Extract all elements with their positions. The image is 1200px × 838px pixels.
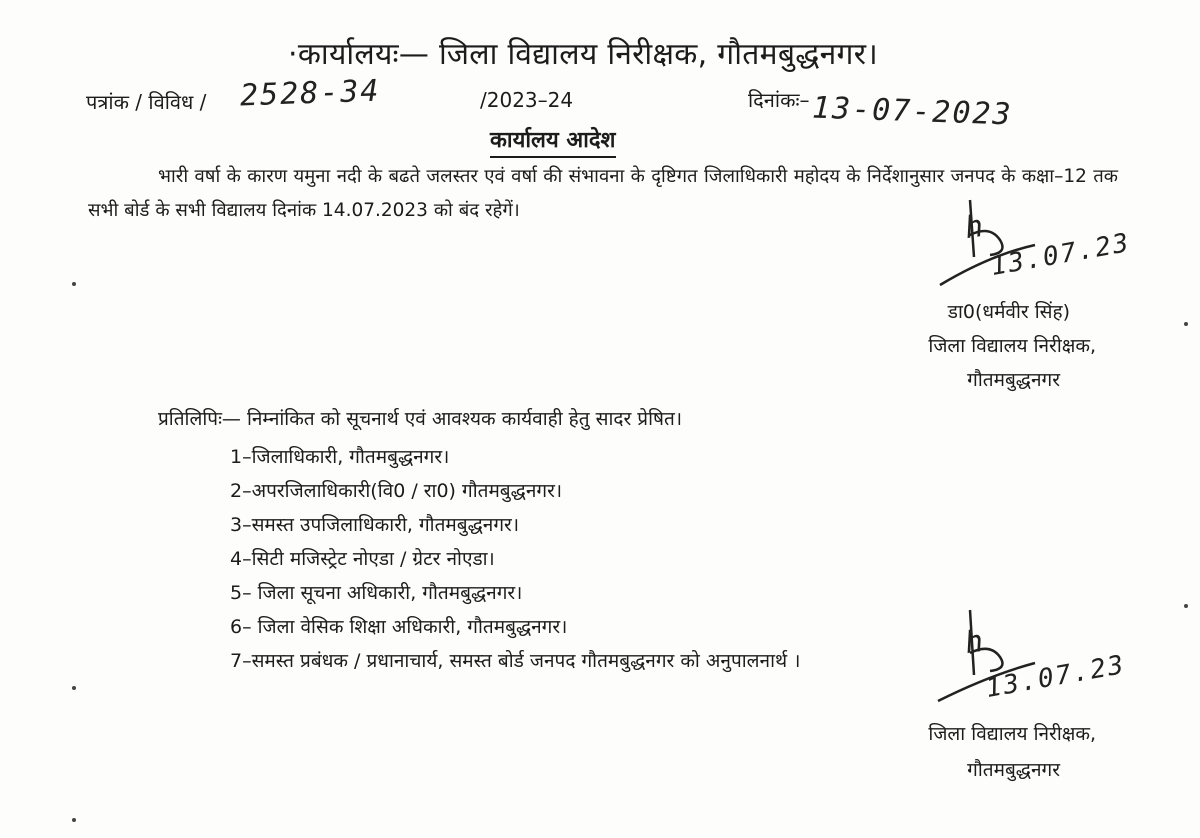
office-title: ·कार्यालयः— जिला विद्यालय निरीक्षक, गौतमबुद्धनगर। xyxy=(288,37,878,72)
scan-speck xyxy=(72,818,76,822)
signatory-place-1: गौतमबुद्धनगर xyxy=(967,369,1060,391)
scan-speck xyxy=(1184,604,1188,608)
copy-recipients-list xyxy=(230,440,800,678)
scan-speck xyxy=(72,686,76,690)
subject-heading: कार्यालय आदेश xyxy=(490,124,616,158)
list-item: 2–अपरजिलाधिकारी(वि0 / रा0) गौतमबुद्धनगर। xyxy=(230,480,563,502)
signature-initials-1: h xyxy=(962,208,986,247)
signature-date-2: 13.07.23 xyxy=(983,649,1128,705)
signatory-designation-2: जिला विद्यालय निरीक्षक, xyxy=(928,723,1096,745)
list-item: 6– जिला वेसिक शिक्षा अधिकारी, गौतमबुद्धनगर। xyxy=(230,616,568,638)
list-item: 5– जिला सूचना अधिकारी, गौतमबुद्धनगर। xyxy=(230,582,523,604)
list-item: 7–समस्त प्रबंधक / प्रधानाचार्य, समस्त बोर्ड जनपद गौतमबुद्धनगर को अनुपालनार्थ । xyxy=(230,650,801,672)
copy-heading: प्रतिलिपिः— निम्नांकित को सूचनार्थ एवं आवश्यक कार्यवाही हेतु सादर प्रेषित। xyxy=(158,408,683,430)
list-item: 4–सिटी मजिस्ट्रेट नोएडा / ग्रेटर नोएडा। xyxy=(230,548,495,570)
signature-date-1: 13.07.23 xyxy=(988,227,1133,283)
order-body-text: भारी वर्षा के कारण यमुना नदी के बढते जलस्तर एवं वर्षा की संभावना के दृष्टिगत जिलाधिकारी महोदय के निर्देशानुसार जनपद के कक्षा–12 तक सभी बोर्ड के सभी विद्यालय दिनांक 14.07.2023 को बंद रहेगें। xyxy=(88,166,1118,221)
signature-initials-2: h xyxy=(962,623,986,662)
signatory-name: डा0(धर्मवीर सिंह) xyxy=(947,301,1070,323)
signatory-place-2: गौतमबुद्धनगर xyxy=(967,759,1060,781)
date-handwritten: 13-07-2023 xyxy=(811,90,1014,133)
date-label: दिनांकः– xyxy=(748,88,810,112)
scan-speck xyxy=(72,282,76,286)
reference-number-handwritten: 2528-34 xyxy=(239,73,382,114)
list-item: 3–समस्त उपजिलाधिकारी, गौतमबुद्धनगर। xyxy=(230,514,520,536)
reference-year: /2023–24 xyxy=(480,88,574,112)
signatory-designation-1: जिला विद्यालय निरीक्षक, xyxy=(928,335,1096,357)
scan-speck xyxy=(1184,322,1188,326)
list-item: 1–जिलाधिकारी, गौतमबुद्धनगर। xyxy=(230,446,450,468)
reference-label: पत्रांक / विविध / xyxy=(86,90,207,114)
